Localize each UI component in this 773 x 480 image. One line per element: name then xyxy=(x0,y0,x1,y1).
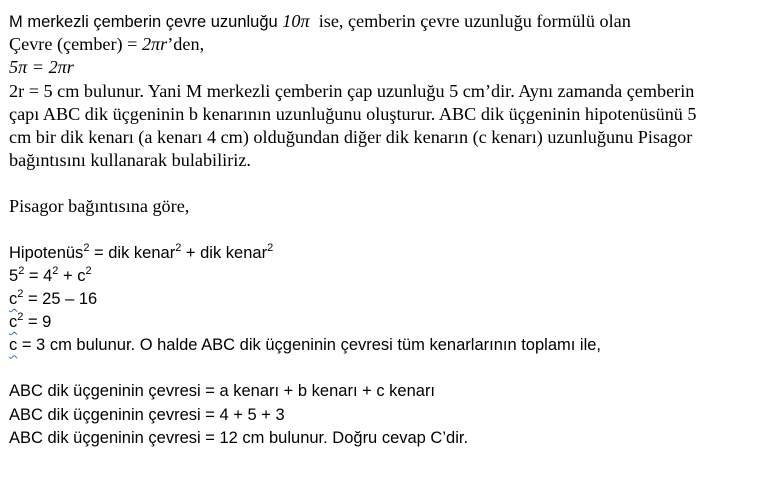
spacer xyxy=(9,172,769,195)
perimeter-line-3: ABC dik üçgeninin çevresi = 12 cm bulunur. Doğru cevap C’dir. xyxy=(9,428,469,447)
paragraph-line-2: çapı ABC dik üçgeninin b kenarının uzunluğunu oluşturur. ABC dik üçgeninin hipotenüsünü 5 xyxy=(9,103,697,124)
exponent: 2 xyxy=(52,264,59,277)
step-2-variable: c xyxy=(9,289,18,308)
intro-line-2-suffix: ’den, xyxy=(167,34,205,55)
exponent: 2 xyxy=(267,241,274,254)
step-1-b: = 4 xyxy=(24,266,53,285)
pisagor-heading: Pisagor bağıntısına göre, xyxy=(9,196,190,217)
exponent: 2 xyxy=(83,241,90,254)
intro-line-2-text: Çevre (çember) = xyxy=(9,34,142,55)
step-3-variable: c xyxy=(9,313,18,332)
step-line-4 xyxy=(9,334,769,357)
formula-leg-2: + dik kenar xyxy=(181,243,268,262)
exponent: 2 xyxy=(17,311,24,324)
intro-line-1-text: M merkezli çemberin çevre uzunluğu xyxy=(9,13,283,31)
paragraph-line-3: cm bir dik kenarı (a kenarı 4 cm) olduğundan diğer dik kenarın (c kenarı) uzunluğunu Pisagor xyxy=(9,126,693,147)
intro-line-3-math: 5π = 2πr xyxy=(9,57,74,78)
step-1-c: + c xyxy=(58,266,86,285)
paragraph-line-4: bağıntısını kullanarak bulabiliriz. xyxy=(9,150,251,171)
step-3-rest: = 9 xyxy=(23,313,52,332)
formula-hypotenuse: Hipotenüs xyxy=(9,243,84,262)
exponent: 2 xyxy=(18,264,25,277)
step-2-rest: = 25 – 16 xyxy=(23,289,98,308)
intro-line-1 xyxy=(9,10,769,33)
intro-line-2 xyxy=(9,33,769,56)
intro-line-3 xyxy=(9,56,769,79)
step-4-variable: c xyxy=(9,336,18,355)
step-line-2 xyxy=(9,288,769,311)
exponent: 2 xyxy=(85,264,92,277)
intro-line-2-math: 2πr xyxy=(141,34,168,55)
spacer xyxy=(9,357,769,380)
paragraph-line-1: 2r = 5 cm bulunur. Yani M merkezli çemberin çap uzunluğu 5 cm’dir. Aynı zamanda çemberin xyxy=(9,80,695,101)
step-1-a: 5 xyxy=(9,266,19,285)
perimeter-line-1: ABC dik üçgeninin çevresi = a kenarı + b kenarı + c kenarı xyxy=(9,382,436,401)
formula-line xyxy=(9,242,769,265)
perimeter-line-2: ABC dik üçgeninin çevresi = 4 + 5 + 3 xyxy=(9,405,285,424)
intro-line-1-suffix: ise, çemberin çevre uzunluğu formülü olan xyxy=(309,11,631,31)
exponent: 2 xyxy=(17,287,24,300)
document-page xyxy=(9,10,769,450)
spacer xyxy=(9,219,769,242)
step-line-1 xyxy=(9,265,769,288)
step-line-3 xyxy=(9,311,769,334)
formula-leg-1: = dik kenar xyxy=(89,243,176,262)
step-4-rest: = 3 cm bulunur. O halde ABC dik üçgeninin çevresi tüm kenarlarının toplamı ile, xyxy=(17,336,602,355)
intro-line-1-math: 10π xyxy=(282,11,310,31)
exponent: 2 xyxy=(175,241,182,254)
